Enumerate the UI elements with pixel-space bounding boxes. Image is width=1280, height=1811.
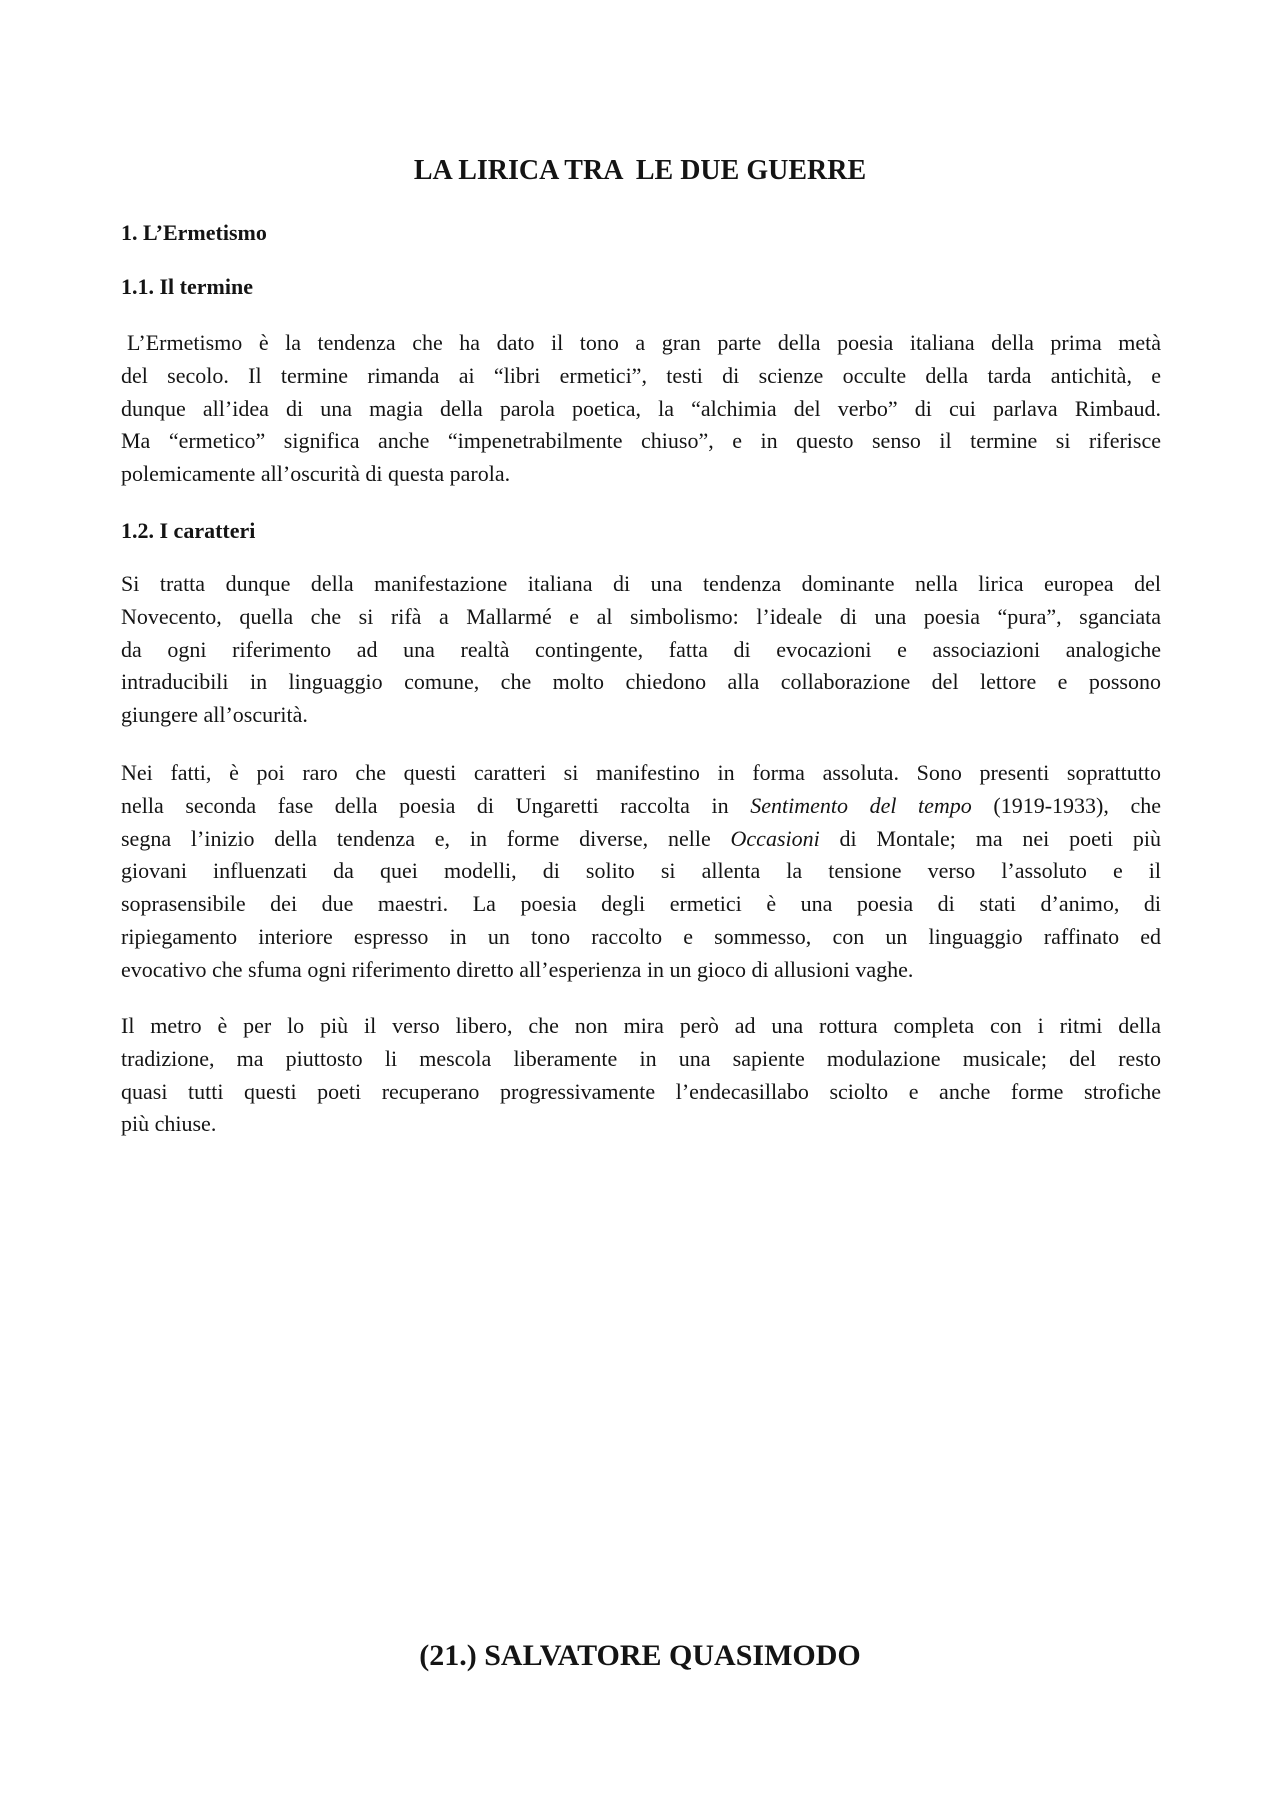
text-line — [121, 568, 1161, 601]
italic-title-text: Sentimento del tempo — [750, 792, 972, 818]
text-line — [121, 954, 1161, 987]
next-chapter-title: (21.) SALVATORE QUASIMODO — [419, 1639, 861, 1672]
text-segment: Si tratta dunque della manifestazione italiana di una tendenza dominante nella lirica europea del — [121, 571, 1161, 596]
text-segment: tradizione, ma piuttosto li mescola liberamente in una sapiente modulazione musicale; del resto — [121, 1045, 1161, 1071]
section-heading-ermetismo: 1. L’Ermetismo — [121, 220, 267, 245]
text-segment: Il metro è per lo più il verso libero, che non mira però ad una rottura completa con i ritmi della — [121, 1013, 1161, 1038]
text-segment: giovani influenzati da quei modelli, di solito si allenta la tensione verso l’assoluto e il — [121, 858, 1161, 884]
text-line — [121, 327, 1161, 360]
text-segment: del secolo. Il termine rimanda ai “libri ermetici”, testi di scienze occulte della tarda antichità, e — [121, 362, 1161, 388]
text-line — [121, 425, 1161, 458]
text-segment: più chiuse. — [121, 1111, 217, 1137]
text-line — [121, 1108, 1161, 1141]
text-segment: giungere all’oscurità. — [121, 702, 308, 728]
paragraph-termine — [121, 327, 1161, 491]
text-segment: L’Ermetismo è la tendenza che ha dato il tono a gran parte della poesia italiana della prima metà — [127, 330, 1161, 355]
paragraph-caratteri-1 — [121, 568, 1161, 732]
text-segment: polemicamente all’oscurità di questa parola. — [121, 461, 511, 487]
text-segment: soprasensibile dei due maestri. La poesia degli ermetici è una poesia di stati d’animo, di — [121, 891, 1161, 917]
text-line — [121, 855, 1161, 888]
text-line — [121, 823, 1161, 856]
subsection-heading-caratteri: 1.2. I caratteri — [121, 518, 256, 543]
page-title: LA LIRICA TRA LE DUE GUERRE — [413, 155, 867, 186]
text-line — [121, 888, 1161, 921]
text-line — [121, 360, 1161, 393]
text-line — [121, 458, 1161, 491]
text-segment: da ogni riferimento ad una realtà contingente, fatta di evocazioni e associazioni analogiche — [121, 636, 1161, 662]
text-segment: di Montale; ma nei poeti più — [819, 825, 1161, 851]
text-segment: quasi tutti questi poeti recuperano progressivamente l’endecasillabo sciolto e anche forme strofiche — [121, 1078, 1161, 1104]
text-line — [121, 1010, 1161, 1043]
text-line — [121, 666, 1161, 699]
text-line — [121, 790, 1161, 823]
text-segment: ripiegamento interiore espresso in un tono raccolto e sommesso, con un linguaggio raffinato ed — [121, 923, 1161, 949]
text-segment: Novecento, quella che si rifà a Mallarmé e al simbolismo: l’ideale di una poesia “pura”, sganciata — [121, 603, 1161, 629]
text-segment: segna l’inizio della tendenza e, in forme diverse, nelle — [121, 825, 731, 851]
text-line — [121, 921, 1161, 954]
text-segment: nella seconda fase della poesia di Ungaretti raccolta in — [121, 792, 751, 818]
text-line — [121, 1076, 1161, 1109]
paragraph-caratteri-2 — [121, 757, 1161, 987]
text-segment: Ma “ermetico” significa anche “impenetrabilmente chiuso”, e in questo senso il termine si riferisce — [121, 428, 1161, 454]
text-line — [121, 699, 1161, 732]
text-segment: intraducibili in linguaggio comune, che molto chiedono alla collaborazione del lettore e possono — [121, 669, 1161, 695]
subsection-heading-termine: 1.1. Il termine — [121, 274, 253, 299]
text-line — [121, 601, 1161, 634]
text-segment: dunque all’idea di una magia della parola poetica, la “alchimia del verbo” di cui parlava Rimbaud. — [121, 395, 1161, 421]
paragraph-caratteri-3 — [121, 1010, 1161, 1141]
text-segment: (1919-1933), che — [971, 792, 1161, 818]
text-segment: Nei fatti, è poi raro che questi caratteri si manifestino in forma assoluta. Sono presenti soprattutto — [121, 760, 1161, 785]
text-line — [121, 757, 1161, 790]
text-line — [121, 393, 1161, 426]
italic-title-text: Occasioni — [730, 825, 820, 851]
text-line — [121, 634, 1161, 667]
text-segment: evocativo che sfuma ogni riferimento diretto all’esperienza in un gioco di allusioni vaghe. — [121, 956, 914, 982]
text-line — [121, 1043, 1161, 1076]
